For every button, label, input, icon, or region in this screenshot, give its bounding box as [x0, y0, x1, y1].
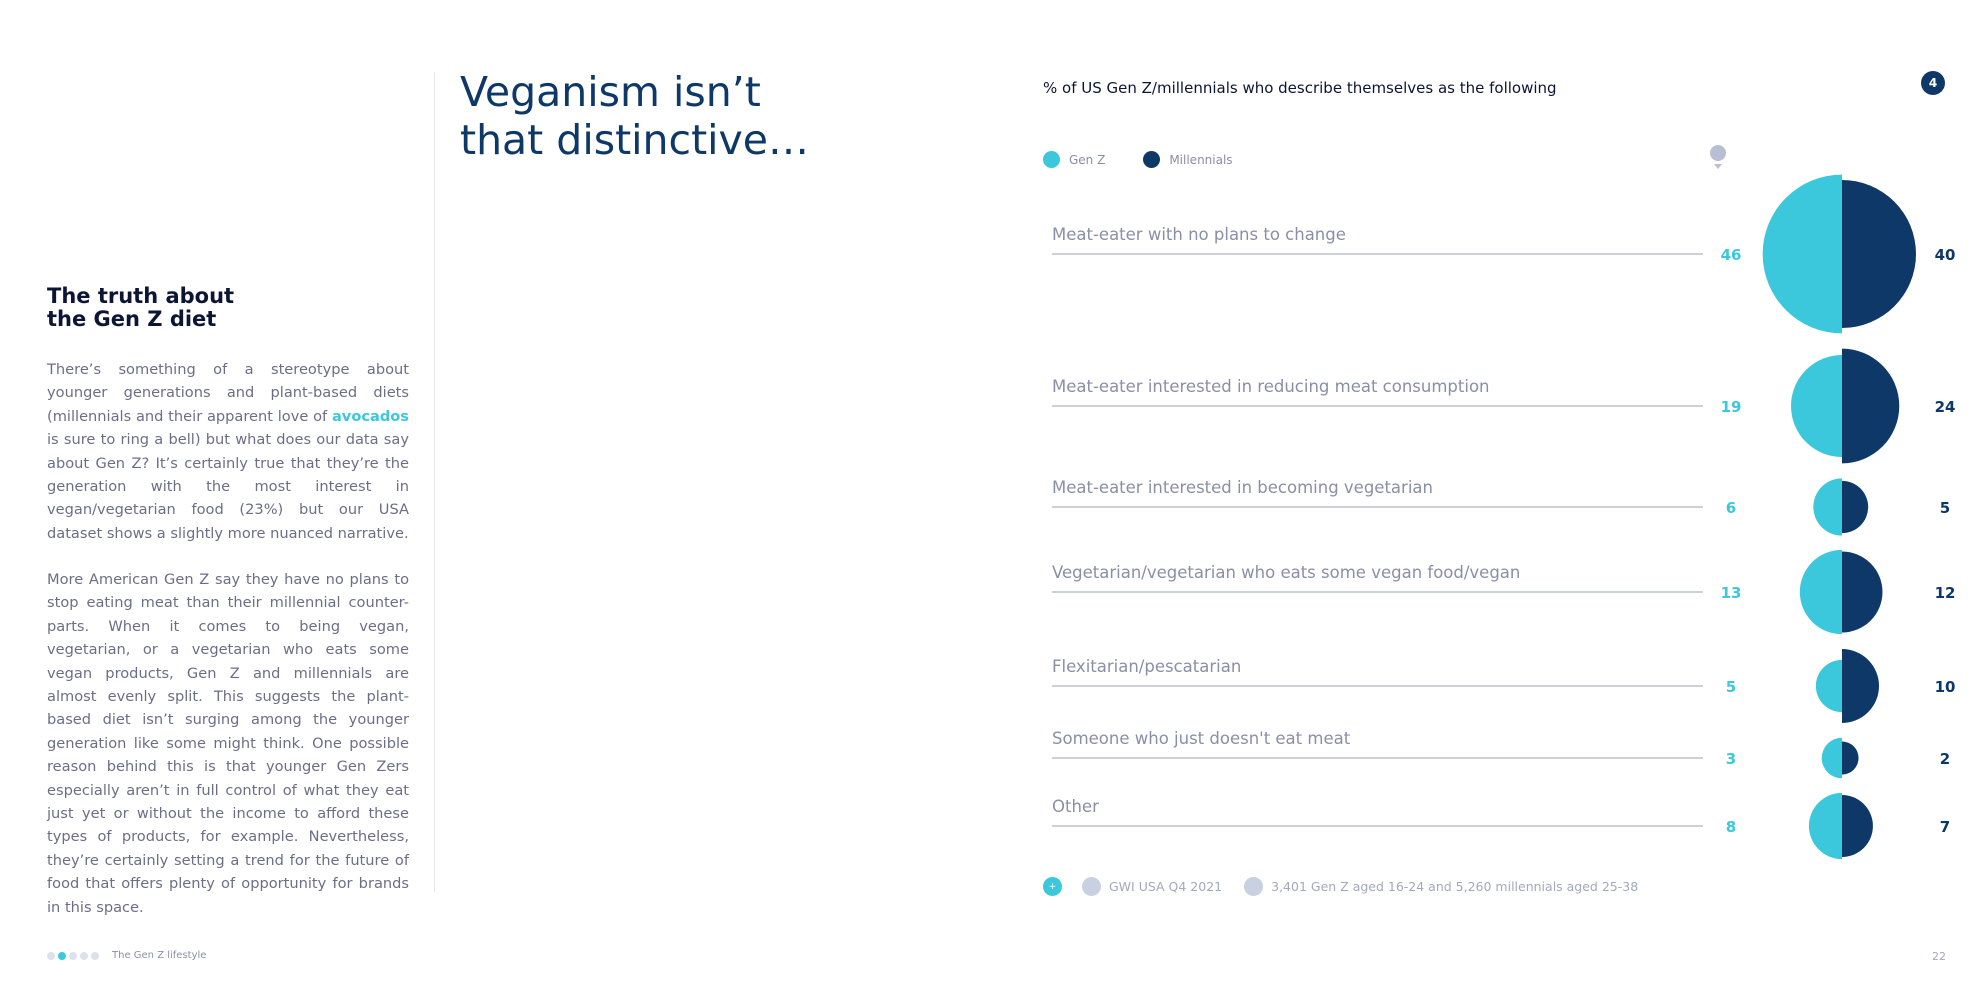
genz-value-label: 6: [1725, 499, 1737, 517]
category-label: Other: [1052, 797, 1099, 816]
millennial-value-label: 40: [1934, 246, 1956, 264]
people-icon: [1244, 877, 1263, 896]
millennial-value-label: 24: [1934, 398, 1956, 416]
source-item: [1082, 877, 1222, 896]
category-label: Someone who just doesn't eat meat: [1052, 729, 1351, 748]
genz-half-circle: [1816, 660, 1842, 712]
avocados-link[interactable]: avocados: [331, 407, 409, 425]
category-label: Flexitarian/pescatarian: [1052, 657, 1242, 676]
millennial-value-label: 7: [1939, 818, 1951, 836]
genz-half-circle: [1800, 550, 1842, 634]
nav-dot-1[interactable]: [47, 952, 55, 960]
chart-sources: [1043, 877, 1650, 896]
millennial-half-circle: [1842, 649, 1879, 723]
base-item: [1244, 877, 1638, 896]
nav-dot-5[interactable]: [91, 952, 99, 960]
category-label: Meat-eater interested in reducing meat consumption: [1052, 377, 1490, 396]
source-label: GWI USA Q4 2021: [1109, 879, 1223, 894]
nav-dot-4[interactable]: [80, 952, 88, 960]
genz-half-circle: [1822, 738, 1842, 779]
section-label: The Gen Z lifestyle: [112, 950, 207, 961]
genz-half-circle: [1813, 478, 1842, 535]
page-number: 22: [1932, 950, 1946, 963]
millennial-half-circle: [1842, 349, 1899, 464]
base-label: 3,401 Gen Z aged 16-24 and 5,260 millennials aged 25-38: [1271, 879, 1639, 894]
headline-line1: Veganism isn’t: [460, 68, 761, 116]
info-button[interactable]: [1043, 877, 1070, 896]
millennial-value-label: 10: [1934, 678, 1956, 696]
millennial-half-circle: [1842, 180, 1916, 328]
millennial-half-circle: [1842, 741, 1859, 774]
category-label: Vegetarian/vegetarian who eats some vegan food/vegan: [1052, 563, 1521, 582]
info-icon: +: [1043, 877, 1062, 896]
genz-value-label: 5: [1725, 678, 1737, 696]
millennial-half-circle: [1842, 481, 1868, 533]
millennial-half-circle: [1842, 795, 1873, 857]
millennial-value-label: 12: [1934, 584, 1956, 602]
sidebar-title-line2: the Gen Z diet: [47, 307, 217, 331]
analysis-paragraph: More American Gen Z say they have no plans to stop eating meat than their millennial counter-parts. When it comes to being vegan, vegetarian, or a vegetarian who eats some vegan products, Gen Z and millennials are almost evenly split. This suggests the plant-based diet isn’t surging among the younger generation like some might think. One possible reason behind this is that younger Gen Zers especially aren’t in full control of what they eat just yet or without the income to afford these types of products, for example. Nevertheless, they’re certainly setting a trend for the future of food that offers plenty of opportunity for brands in this space.: [47, 571, 409, 916]
legend-label-genz: Gen Z: [1069, 152, 1106, 167]
millennial-half-circle: [1842, 551, 1882, 632]
millennial-value-label: 2: [1939, 750, 1951, 768]
chart-title: % of US Gen Z/millennials who describe themselves as the following: [1043, 79, 1557, 97]
genz-value-label: 8: [1725, 818, 1737, 836]
nav-dot-3[interactable]: [69, 952, 77, 960]
genz-value-label: 13: [1720, 584, 1742, 602]
headline-line2: that distinctive…: [460, 116, 810, 164]
globe-icon: [1082, 877, 1101, 896]
category-label: Meat-eater interested in becoming vegetarian: [1052, 478, 1433, 497]
legend-label-millennials: Millennials: [1169, 152, 1233, 167]
intro-text-b: is sure to ring a bell) but what does our data say about Gen Z? It’s certainly true that they’re the generation with the most interest in vegan/vegetarian food (23%) but our USA dataset shows a slightly more nuanced narrative.: [47, 431, 409, 542]
page-badge: 4: [1921, 71, 1945, 95]
genz-half-circle: [1791, 355, 1842, 457]
genz-value-label: 19: [1720, 398, 1742, 416]
millennial-value-label: 5: [1939, 499, 1951, 517]
genz-value-label: 46: [1720, 246, 1742, 264]
sidebar-title-line1: The truth about: [47, 284, 235, 308]
genz-half-circle: [1809, 793, 1842, 859]
genz-value-label: 3: [1725, 750, 1737, 768]
genz-half-circle: [1763, 175, 1842, 334]
intro-text-a: There’s something of a stereotype about younger generations and plant-based diets (millennials and their apparent love of: [47, 361, 409, 425]
page-footer: [47, 950, 206, 961]
category-label: Meat-eater with no plans to change: [1052, 225, 1346, 244]
nav-dot-2[interactable]: [58, 952, 66, 960]
